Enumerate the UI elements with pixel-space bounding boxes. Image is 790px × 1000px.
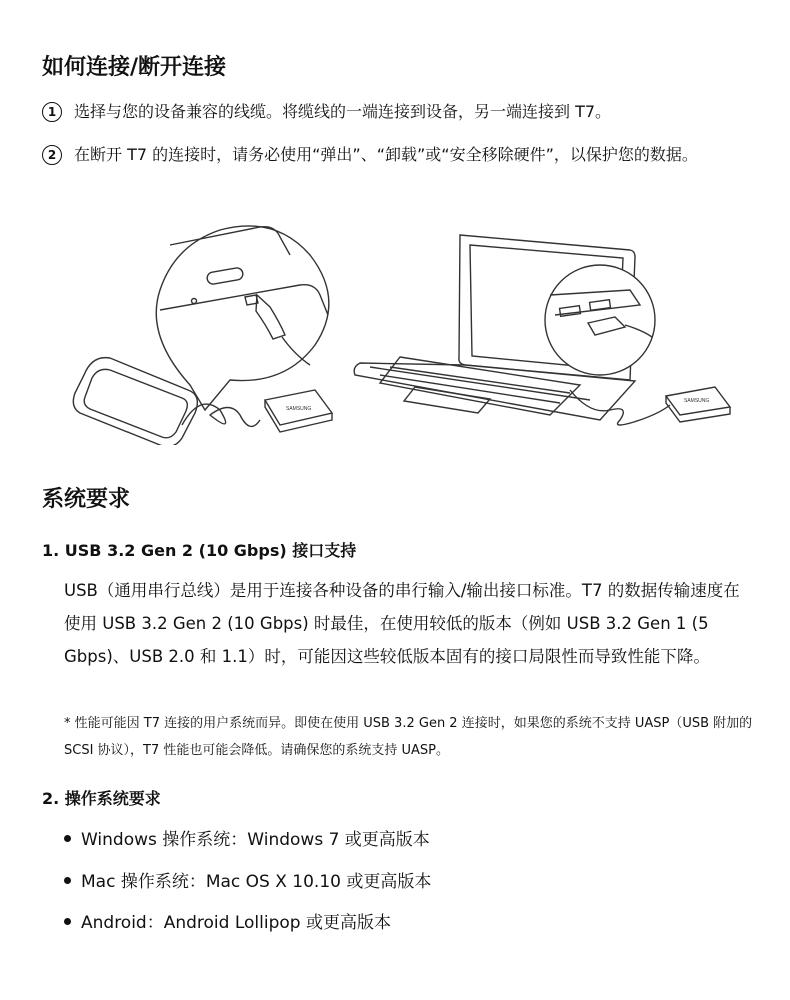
zoom-bubble-laptop [545, 265, 655, 375]
zoom-bubble-phone [156, 226, 329, 410]
bullet-icon [64, 835, 71, 842]
bullet-icon [64, 877, 71, 884]
usb-description: USB（通用串行总线）是用于连接各种设备的串行输入/输出接口标准。T7 的数据传输速度在使用 USB 3.2 Gen 2 (10 Gbps) 时最佳，在使用较低的版本（例如 USB 3.2 Gen 1 (5 Gbps)、USB 2.0 和 1.1）时，可能因这些较低版本固有的接口局限性而导致性能下降。 [64, 581, 740, 666]
os-item [64, 867, 431, 892]
step-1 [42, 96, 752, 127]
ssd-brand-logo: SAMSUNG [286, 406, 312, 412]
os-item [64, 908, 391, 933]
step-text: 选择与您的设备兼容的线缆。将缆线的一端连接到设备，另一端连接到 T7。 [74, 102, 612, 121]
sub-title-usb: 1. USB 3.2 Gen 2 (10 Gbps) 接口支持 [42, 541, 357, 560]
ssd-icon-laptop [666, 387, 730, 422]
ssd-brand-logo: SAMSUNG [684, 398, 710, 404]
section-title-connect: 如何连接/断开连接 [42, 55, 227, 80]
performance-note: * 性能可能因 T7 连接的用户系统而异。即使在使用 USB 3.2 Gen 2 连接时，如果您的系统不支持 UASP（USB 附加的 SCSI 协议），T7 性能也可能会降低。请确保您的系统支持 UASP。 [64, 716, 753, 758]
step-text: 在断开 T7 的连接时，请务必使用“弹出”、“卸载”或“安全移除硬件”，以保护您的数据。 [74, 145, 698, 164]
sub-title-os: 2. 操作系统要求 [42, 789, 161, 808]
step-2 [42, 139, 752, 201]
os-item-text: Android：Android Lollipop 或更高版本 [81, 913, 391, 933]
os-item-text: Mac 操作系统：Mac OS X 10.10 或更高版本 [81, 872, 432, 892]
step-number: 2 [42, 145, 62, 165]
os-item [64, 825, 430, 850]
section-title-requirements: 系统要求 [42, 487, 131, 512]
step-number: 1 [42, 102, 62, 122]
os-item-text: Windows 操作系统：Windows 7 或更高版本 [81, 830, 430, 850]
bullet-icon [64, 918, 71, 925]
connection-illustration [70, 215, 750, 445]
